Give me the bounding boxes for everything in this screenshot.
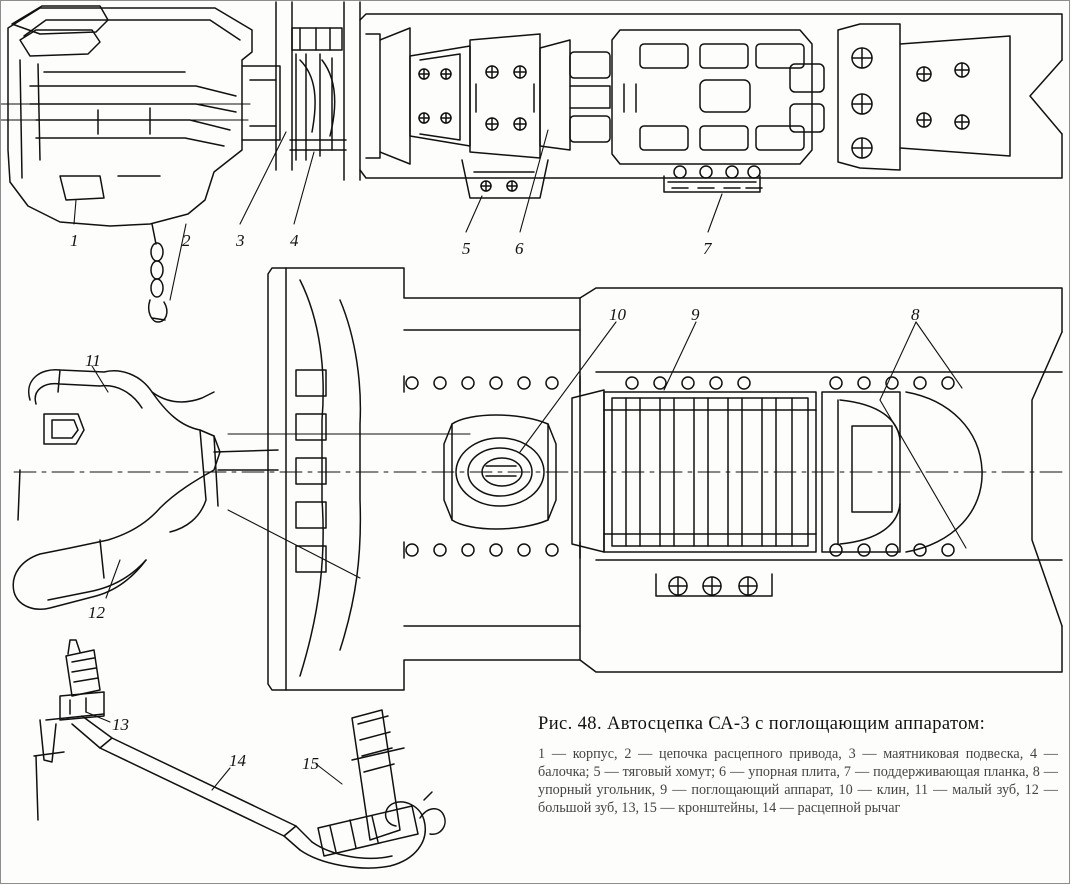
callout-label-15: 15 — [302, 754, 319, 773]
callout-label-9: 9 — [691, 305, 700, 324]
callout-label-12: 12 — [88, 603, 105, 622]
callout-label-4: 4 — [290, 231, 299, 250]
callout-label-6: 6 — [515, 239, 524, 258]
figure-caption-legend: 1 — корпус, 2 — цепочка расцепного привода, 3 — маятниковая подвеска, 4 — балочка; 5 — тяговый хомут; 6 — упорная плита, 7 — поддерживающая планка, 8 — упорный угольник, 9 — поглощающий аппарат, 10 — клин, 11 — малый зуб, 12 — большой зуб, 13, 15 — кронштейны, 14 — расцепной рычаг — [538, 745, 1058, 817]
callout-label-7: 7 — [703, 239, 712, 258]
callout-label-3: 3 — [236, 231, 245, 250]
figure-caption — [538, 714, 1058, 818]
callout-label-2: 2 — [182, 231, 191, 250]
callout-label-13: 13 — [112, 715, 129, 734]
callout-label-5: 5 — [462, 239, 471, 258]
callout-label-8: 8 — [911, 305, 920, 324]
callout-label-14: 14 — [229, 751, 246, 770]
callout-label-11: 11 — [85, 351, 101, 370]
callout-label-10: 10 — [609, 305, 626, 324]
figure-caption-title: Рис. 48. Автосцепка СА-3 с поглощающим аппаратом: — [538, 714, 986, 734]
callout-label-1: 1 — [70, 231, 79, 250]
